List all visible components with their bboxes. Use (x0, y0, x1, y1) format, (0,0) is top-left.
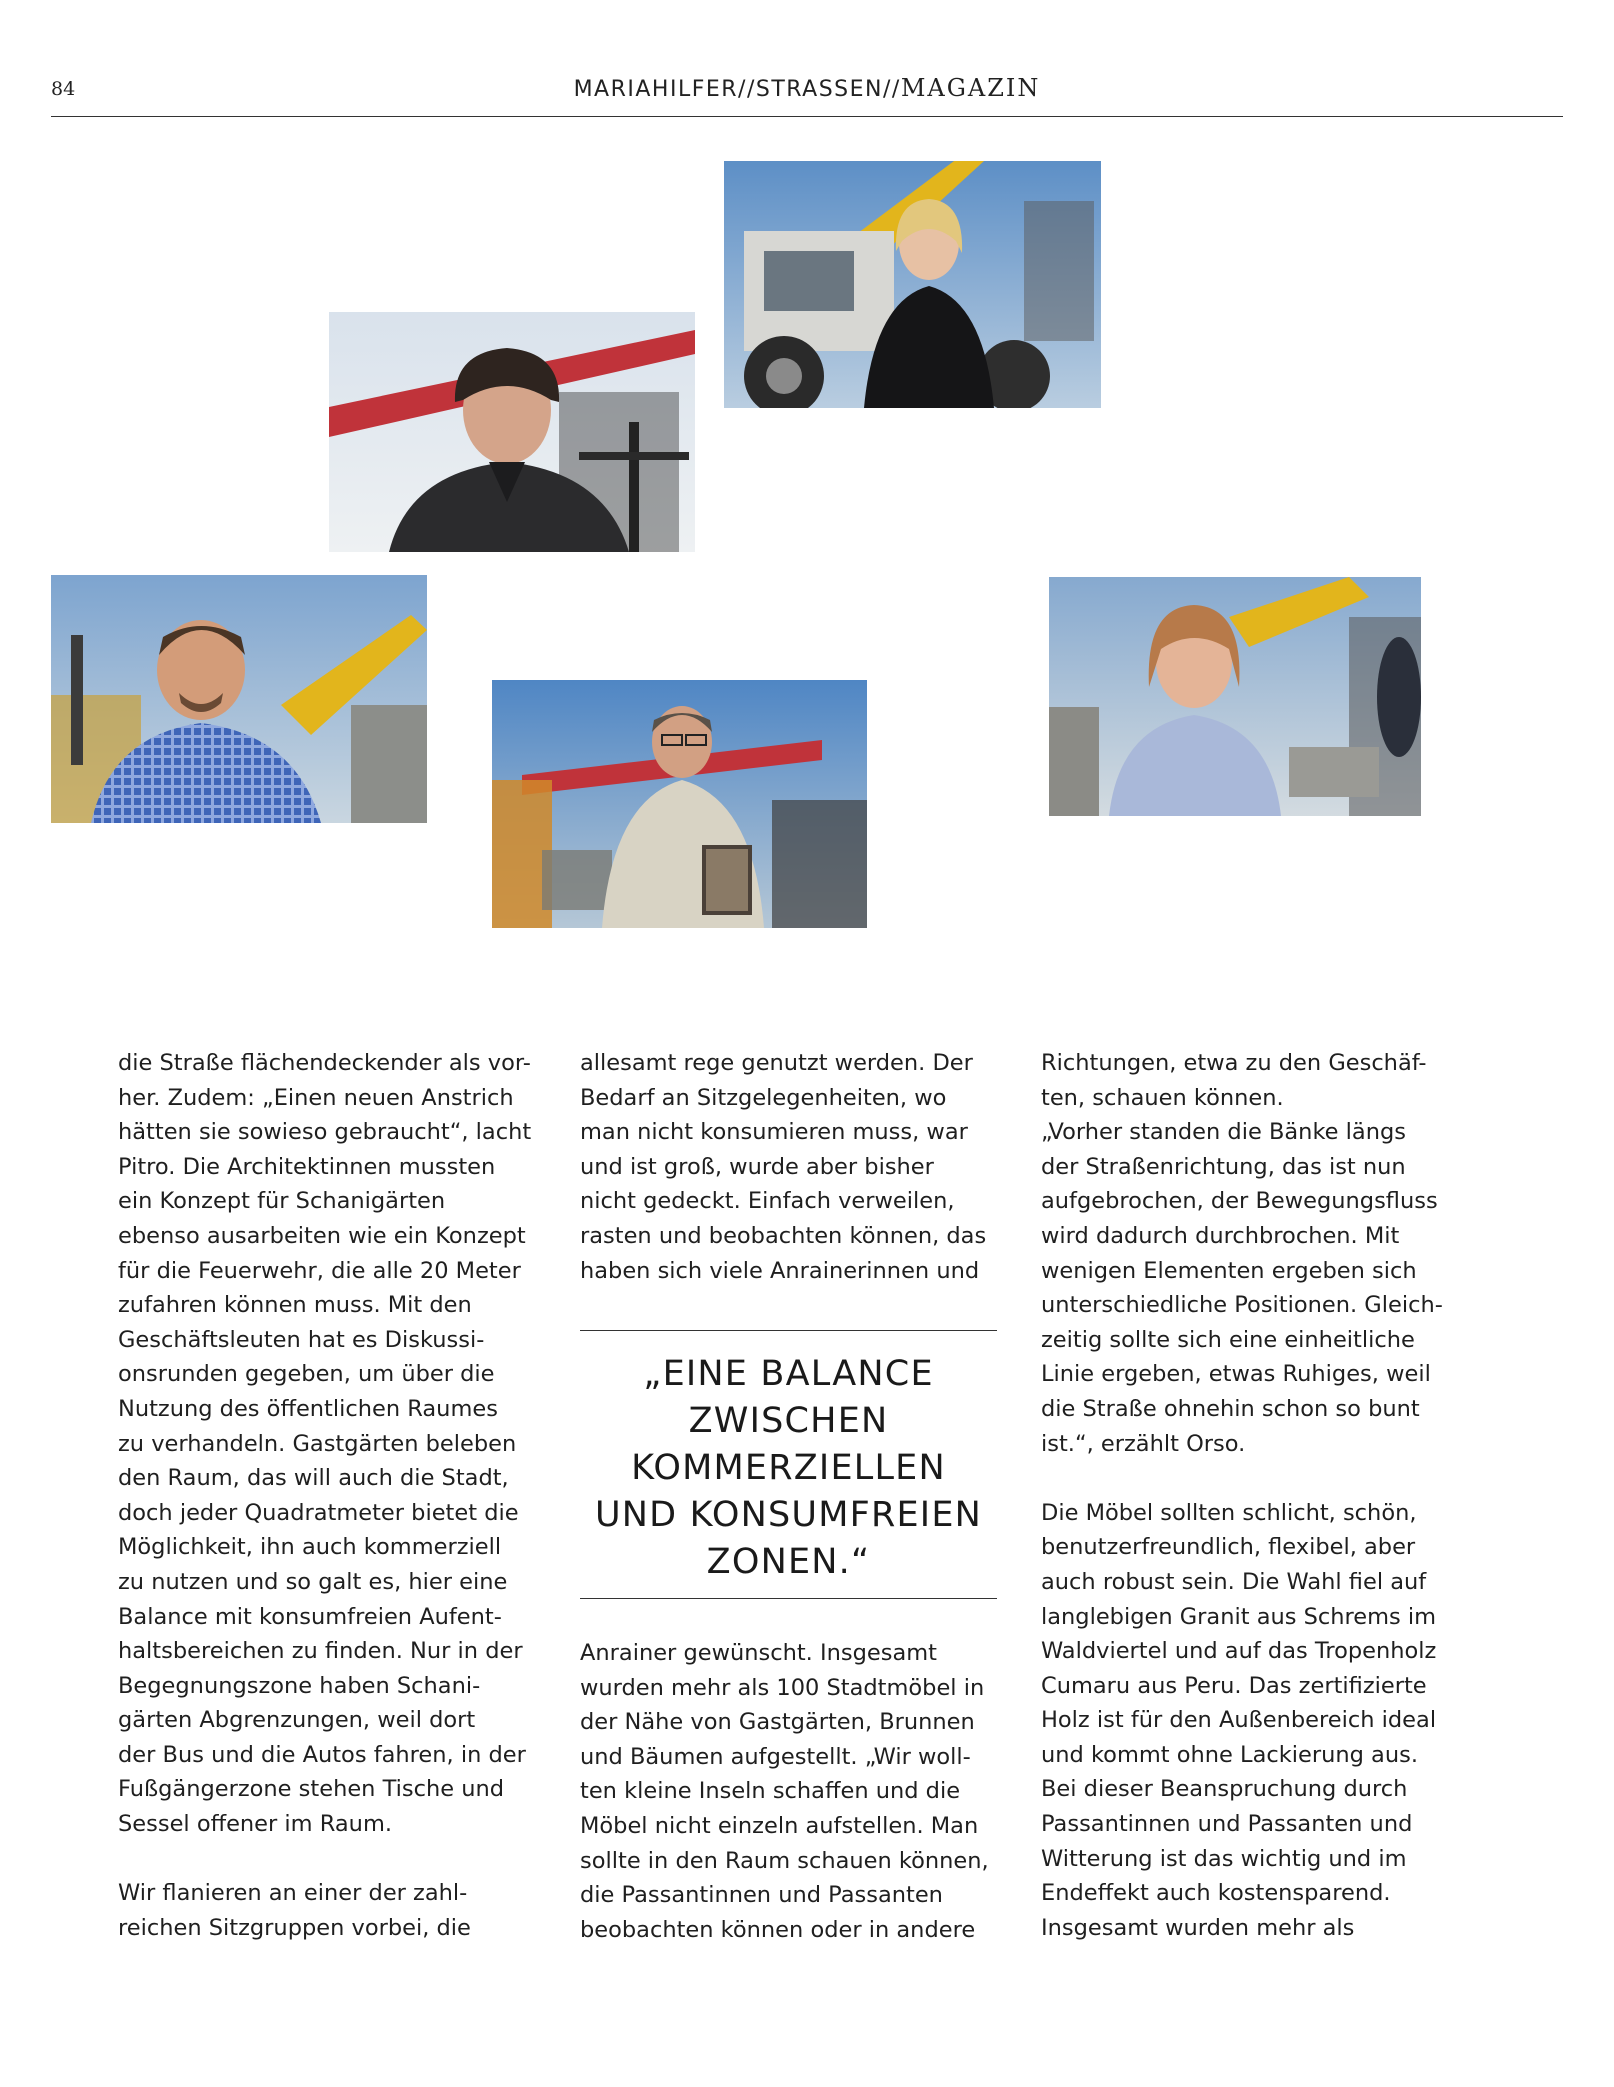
article-column-1: die Straße flächendeckender als vor- her. Zudem: „Einen neuen Anstrich hätten sie sowieso gebraucht“, lacht Pitro. Die Architektinnen mussten ein Konzept für Schanigärten ebenso ausarbeiten wie ein Konzept für die Feuerwehr, die alle 20 Meter zufahren können muss. Mit den Geschäftsleuten hat es Diskussi- onsrunden gegeben, um über die Nutzung des öffentlichen Raumes zu verhandeln. Gastgärten beleben den Raum, das will auch die Stadt, doch jeder Quadratmeter bietet die Möglichkeit, ihn auch kommerziell zu nutzen und so galt es, hier eine Balance mit konsumfreien Aufent- haltsbereichen zu finden. Nur in der Begegnungszone haben Schani- gärten Abgrenzungen, weil dort der Bus und die Autos fahren, in der Fußgängerzone stehen Tische und Sessel offener im Raum. Wir flanieren an einer der zahl- reichen Sitzgruppen vorbei, die (118, 1050, 532, 1941)
page-number: 84 (51, 78, 76, 100)
article-column-2-bottom: Anrainer gewünscht. Insgesamt wurden mehr als 100 Stadtmöbel in der Nähe von Gastgärten, Brunnen und Bäumen aufgestellt. „Wir woll- ten kleine Inseln schaffen und die Möbel nicht einzeln aufstellen. Man sollte in den Raum schauen können, die Passantinnen und Passanten beobachten können oder in andere (580, 1640, 989, 1943)
header-divider (51, 116, 1563, 117)
masthead-title-part2: MAGAZIN (900, 74, 1041, 102)
masthead-title-part1: MARIAHILFER//STRASSEN// (573, 77, 901, 102)
portrait-photo-man-checked-shirt (51, 575, 427, 823)
article-column-2-top: allesamt rege genutzt werden. Der Bedarf an Sitzgelegenheiten, wo man nicht konsumieren muss, war und ist groß, wurde aber bisher nicht gedeckt. Einfach verweilen, rasten und beobachten können, das haben sich viele Anrainerinnen und (580, 1050, 987, 1284)
portrait-photo-man-with-book (492, 680, 867, 928)
portrait-photo-blonde-woman (724, 161, 1101, 408)
article-column-3: Richtungen, etwa zu den Geschäf- ten, schauen können. „Vorher standen die Bänke längs der Straßenrichtung, das ist nun aufgebrochen, der Bewegungsfluss wird dadurch durchbrochen. Mit wenigen Elementen ergeben sich unterschiedliche Positionen. Gleich- zeitig sollte sich eine einheitliche Linie ergeben, etwas Ruhiges, weil die Straße ohnehin schon so bunt ist.“, erzählt Orso. Die Möbel sollten schlicht, schön, benutzerfreundlich, flexibel, aber auch robust sein. Die Wahl fiel auf langlebigen Granit aus Schrems im Waldviertel und auf das Tropenholz Cumaru aus Peru. Das zertifizierte Holz ist für den Außenbereich ideal und kommt ohne Lackierung aus. Bei dieser Beanspruchung durch Passantinnen und Passanten und Witterung ist das wichtig und im Endeffekt auch kostensparend. Insgesamt wurden mehr als (1041, 1050, 1443, 1941)
portrait-photo-woman-bangs (329, 312, 695, 552)
pull-quote-box (580, 1330, 997, 1599)
portrait-photo-red-haired-woman (1049, 577, 1421, 816)
magazine-masthead (0, 74, 1614, 102)
pull-quote: „EINE BALANCE ZWISCHEN KOMMERZIELLEN UND KONSUMFREIEN ZONEN.“ (594, 1354, 983, 1582)
